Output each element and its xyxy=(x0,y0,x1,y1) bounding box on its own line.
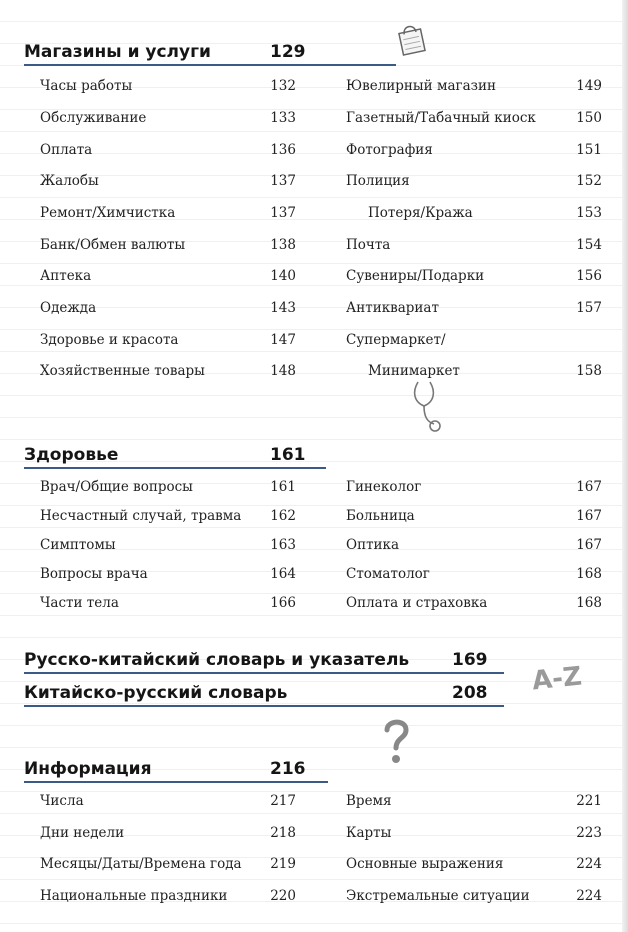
toc-entry: Газетный/Табачный киоск xyxy=(346,110,536,126)
toc-entry: Оплата xyxy=(40,142,93,158)
toc-entry: Части тела xyxy=(40,595,119,611)
section-rule xyxy=(24,705,504,707)
toc-entry: Банк/Обмен валюты xyxy=(40,237,186,253)
toc-entry: Полиция xyxy=(346,173,410,189)
toc-page: 168 xyxy=(576,566,602,582)
toc-entry: Хозяйственные товары xyxy=(40,363,205,379)
toc-entry: Время xyxy=(346,793,392,809)
toc-page: 140 xyxy=(270,268,296,284)
toc-page: 154 xyxy=(576,237,602,253)
toc-entry: Жалобы xyxy=(40,173,99,189)
toc-entry: Сувениры/Подарки xyxy=(346,268,485,284)
toc-page: 158 xyxy=(576,363,602,379)
toc-entry: Фотография xyxy=(346,142,433,158)
toc-page: 217 xyxy=(270,793,296,809)
toc-entry: Несчастный случай, травма xyxy=(40,508,242,524)
toc-page: 136 xyxy=(270,142,296,158)
toc-page: 150 xyxy=(576,110,602,126)
a-z-label: A-Z xyxy=(530,661,584,697)
section-title: Информация xyxy=(24,759,152,779)
toc-entry: Гинеколог xyxy=(346,479,422,495)
toc-page: 132 xyxy=(270,78,296,94)
toc-entry: Антиквариат xyxy=(346,300,439,316)
toc-entry: Оплата и страховка xyxy=(346,595,488,611)
toc-entry: Карты xyxy=(346,825,392,841)
toc-entry: Супермаркет/ xyxy=(346,332,446,348)
section-heading-information xyxy=(24,759,306,779)
toc-page: 220 xyxy=(270,888,296,904)
toc-entry: Здоровье и красота xyxy=(40,332,179,348)
section-rule xyxy=(24,781,328,783)
toc-entry: Ювелирный магазин xyxy=(346,78,496,94)
toc-page: 218 xyxy=(270,825,296,841)
toc-page: 162 xyxy=(270,508,296,524)
section-page-number: 129 xyxy=(270,42,306,62)
section-title: Китайско-русский словарь xyxy=(24,683,288,703)
toc-entry: Врач/Общие вопросы xyxy=(40,479,193,495)
toc-page: 163 xyxy=(270,537,296,553)
shopping-bag-icon xyxy=(392,18,432,58)
toc-entry: Почта xyxy=(346,237,391,253)
toc-page: 167 xyxy=(576,537,602,553)
toc-entry: Дни недели xyxy=(40,825,125,841)
toc-entry: Обслуживание xyxy=(40,110,147,126)
toc-page: 166 xyxy=(270,595,296,611)
toc-page: 224 xyxy=(576,856,602,872)
section-rule xyxy=(24,64,396,66)
section-heading-cn-ru-dictionary xyxy=(24,683,488,703)
toc-page: 151 xyxy=(576,142,602,158)
toc-entry: Оптика xyxy=(346,537,400,553)
section-page-number: 161 xyxy=(270,445,306,465)
section-heading-ru-cn-dictionary xyxy=(24,650,488,670)
toc-entry: Потеря/Кража xyxy=(368,205,473,221)
section-page-number: 208 xyxy=(452,683,488,703)
toc-page: 223 xyxy=(576,825,602,841)
toc-page: 147 xyxy=(270,332,296,348)
toc-entry: Месяцы/Даты/Времена года xyxy=(40,856,242,872)
section-title: Русско-китайский словарь и указатель xyxy=(24,650,410,670)
toc-page: 153 xyxy=(576,205,602,221)
toc-page: 152 xyxy=(576,173,602,189)
toc-page: 156 xyxy=(576,268,602,284)
a-z-icon xyxy=(531,661,584,696)
section-page-number: 169 xyxy=(452,650,488,670)
toc-entry: Основные выражения xyxy=(346,856,504,872)
toc-page: 221 xyxy=(576,793,602,809)
toc-page: 133 xyxy=(270,110,296,126)
toc-entry: Одежда xyxy=(40,300,97,316)
toc-page: 224 xyxy=(576,888,602,904)
toc-page: 161 xyxy=(270,479,296,495)
section-title: Здоровье xyxy=(24,445,119,465)
toc-entry: Вопросы врача xyxy=(40,566,148,582)
section-title: Магазины и услуги xyxy=(24,42,211,62)
question-mark-icon xyxy=(378,716,414,768)
toc-entry: Стоматолог xyxy=(346,566,430,582)
toc-page: 168 xyxy=(576,595,602,611)
toc-page: 219 xyxy=(270,856,296,872)
toc-page: 167 xyxy=(576,479,602,495)
section-heading-health xyxy=(24,445,306,465)
toc-entry: Числа xyxy=(40,793,84,809)
toc-entry: Национальные праздники xyxy=(40,888,228,904)
toc-entry: Часы работы xyxy=(40,78,133,94)
toc-entry: Больница xyxy=(346,508,415,524)
toc-page: 149 xyxy=(576,78,602,94)
toc-entry: Минимаркет xyxy=(368,363,460,379)
toc-page: 138 xyxy=(270,237,296,253)
stethoscope-icon xyxy=(408,378,444,436)
section-rule xyxy=(24,467,326,469)
toc-entry: Экстремальные ситуации xyxy=(346,888,530,904)
toc-page: 137 xyxy=(270,173,296,189)
toc-page: 148 xyxy=(270,363,296,379)
toc-entry: Ремонт/Химчистка xyxy=(40,205,176,221)
page-edge xyxy=(622,0,628,932)
section-page-number: 216 xyxy=(270,759,306,779)
toc-page: 137 xyxy=(270,205,296,221)
section-heading-shops xyxy=(24,42,306,62)
toc-page: 157 xyxy=(576,300,602,316)
toc-page: 164 xyxy=(270,566,296,582)
toc-page: 143 xyxy=(270,300,296,316)
toc-page: 167 xyxy=(576,508,602,524)
toc-entry: Аптека xyxy=(40,268,92,284)
toc-entry: Симптомы xyxy=(40,537,116,553)
section-rule xyxy=(24,672,504,674)
